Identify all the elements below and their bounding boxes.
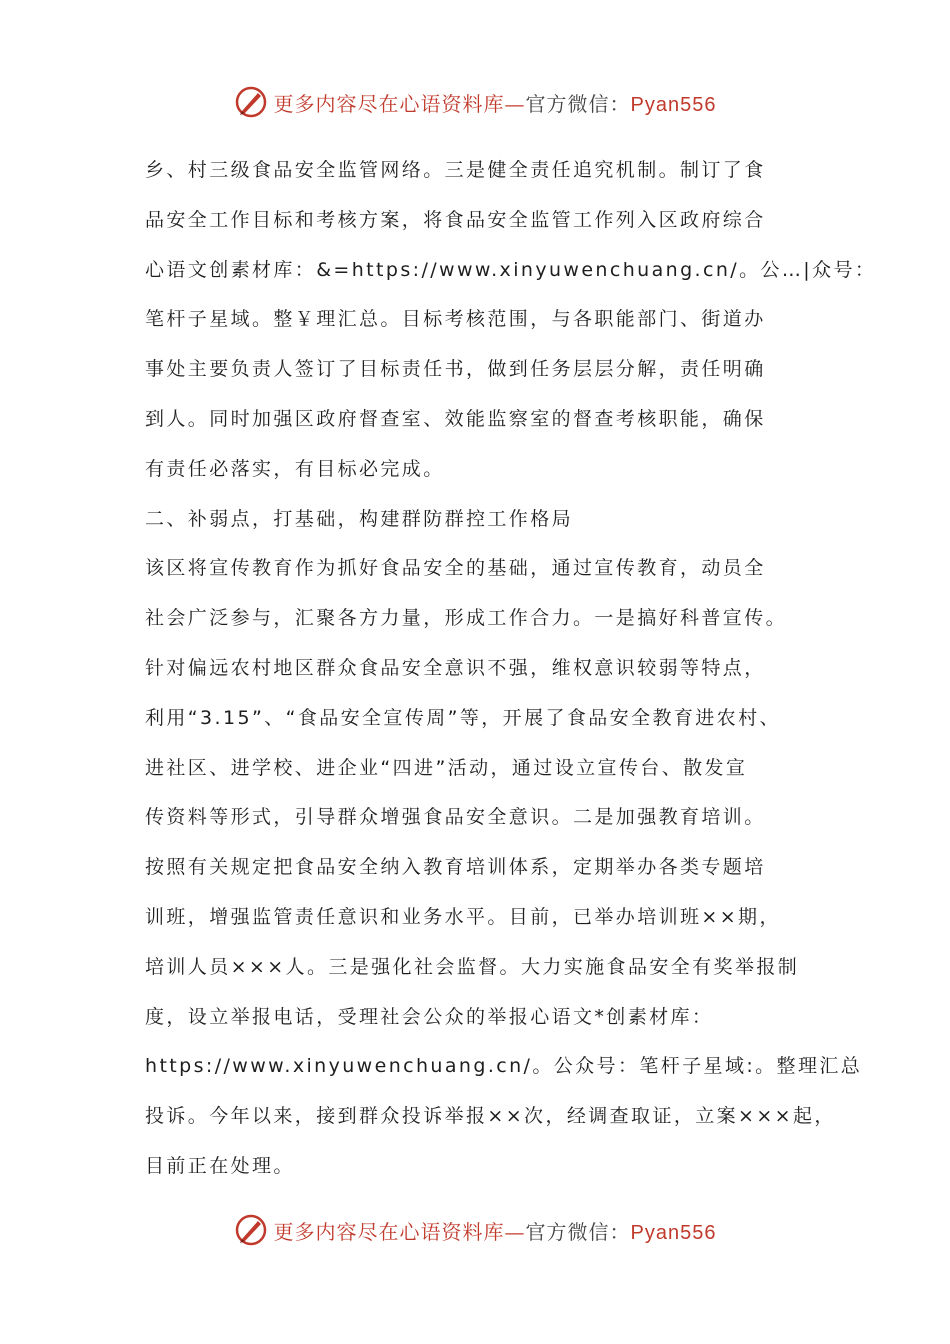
body-line: 目前正在处理。 (145, 1154, 295, 1177)
body-line: 培训人员×××人。三是强化社会监督。大力实施食品安全有奖举报制 (145, 955, 800, 978)
body-line: 有责任必落实，有目标必完成。 (145, 457, 445, 480)
body-line: 品安全工作目标和考核方案，将食品安全监管工作列入区政府综合 (145, 208, 766, 231)
body-line: 社会广泛参与，汇聚各方力量，形成工作合力。一是搞好科普宣传。 (145, 607, 788, 630)
body-line: 事处主要负责人签订了目标责任书，做到任务层层分解，责任明确 (145, 358, 766, 381)
body-line: 到人。同时加强区政府督查室、效能监察室的督查考核职能，确保 (145, 407, 766, 430)
body-line: 针对偏远农村地区群众食品安全意识不强，维权意识较弱等特点， (145, 656, 766, 679)
section-heading: 二、补弱点，打基础，构建群防群控工作格局 (145, 507, 574, 530)
body-line: 按照有关规定把食品安全纳入教育培训体系，定期举办各类专题培 (145, 856, 766, 879)
body-line: https://www.xinyuwenchuang.cn/。公众号：笔杆子星域:。整理汇总 (145, 1055, 863, 1078)
body-line: 该区将宣传教育作为抓好食品安全的基础，通过宣传教育，动员全 (145, 557, 766, 580)
footer-text: 更多内容尽在心语资料库—官方微信：Pyan556 (273, 1219, 717, 1244)
body-line: 利用“3.15”、“食品安全宣传周”等，开展了食品安全教育进农村、 (145, 706, 781, 729)
body-line: 训班，增强监管责任意识和业务水平。目前，已举办培训班××期， (145, 905, 781, 928)
body-line: 笔杆子星域。整￥理汇总。目标考核范围，与各职能部门、街道办 (145, 308, 766, 331)
body-line: 乡、村三级食品安全监管网络。三是健全责任追究机制。制订了食 (145, 159, 766, 181)
body-line: 心语文创素材库：&=https://www.xinyuwenchuang.cn/。公…|众号： (145, 258, 877, 281)
pen-logo-icon (234, 1213, 268, 1247)
body-line: 进社区、进学校、进企业“四进”活动，通过设立宣传台、散发宣 (145, 756, 748, 779)
body-line: 度，设立举报电话，受理社会公众的举报心语文*创素材库： (145, 1005, 714, 1028)
header-text: 更多内容尽在心语资料库—官方微信：Pyan556 (273, 91, 717, 116)
pen-logo-icon (234, 85, 268, 119)
body-line: 投诉。今年以来，接到群众投诉举报××次，经调查取证，立案×××起， (145, 1105, 836, 1128)
body-line: 传资料等形式，引导群众增强食品安全意识。二是加强教育培训。 (145, 806, 766, 829)
footer-banner (0, 1208, 950, 1252)
header-banner (0, 80, 950, 124)
document-body (145, 148, 877, 1194)
